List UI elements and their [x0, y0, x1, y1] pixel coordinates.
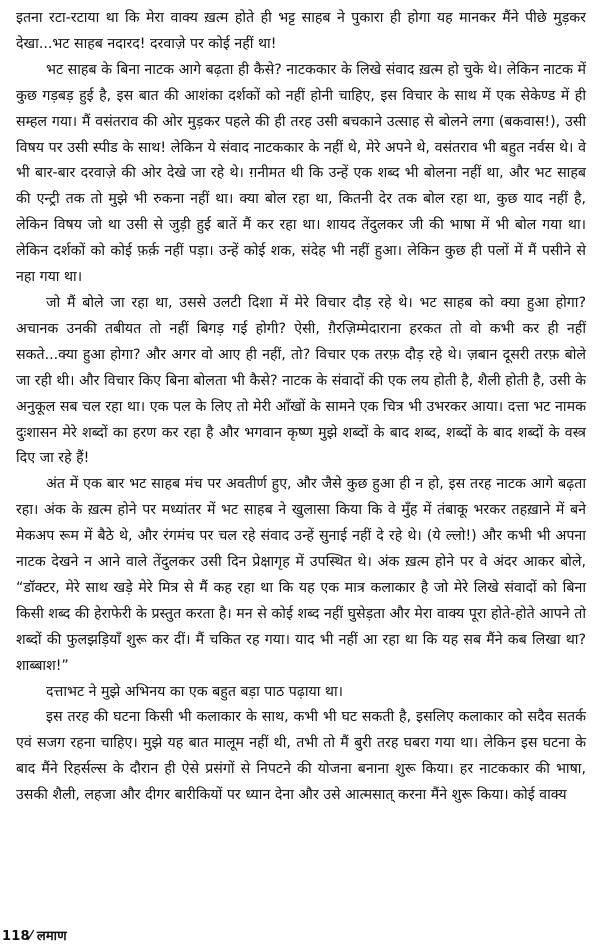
paragraph: दत्ताभट ने मुझे अभिनय का एक बहुत बड़ा पाठ पढ़ाया था। — [46, 683, 344, 700]
footer-separator: ⁄ — [29, 929, 33, 944]
paragraph: इस तरह की घटना किसी भी कलाकार के साथ, कभी भी घट सकती है, इसलिए कलाकार को सदैव सतर्क एवं सजग रहना चाहिए। मुझे यह बात मालूम नहीं थी, तभी तो मैं बुरी तरह घबरा गया था। लेकिन इस घटना के बाद मैंने रिहर्सल्स के दौरान ही ऐसे प्रसंगों से निपटने की योजना बनाना शुरू किया। हर नाटककार की भाषा, उसकी शैली, लहजा और दीगर बारीकियों पर ध्यान देना और उसे आत्मसात् करना मैंने शुरू किया। कोई वाक्य — [16, 709, 586, 804]
paragraph-continuation: इतना रटा-रटाया था कि मेरा वाक्य ख़त्म होते ही भट्ट साहब ने पुकारा ही होगा यह मानकर मैंने पीछे मुड़कर देखा...भट साहब नदारद! दरवाज़े पर कोई नहीं था! — [16, 10, 586, 52]
paragraph: जो मैं बोले जा रहा था, उससे उलटी दिशा में मेरे विचार दौड़ रहे थे। भट साहब को क्या हुआ होगा? अचानक उनकी तबीयत तो नहीं बिगड़ गई होगी? ऐसी, ग़ैरज़िम्मेदाराना हरकत तो वो कभी कर ही नहीं सकते...क्या हुआ होगा? और अगर वो आए ही नहीं, तो? विचार एक तरफ़ दौड़ रहे थे। ज़बान दूसरी तरफ़ बोले जा रही थी। और विचार किए बिना बोलता भी कैसे? नाटक के संवादों की एक लय होती है, शैली होती है, उसी के अनुकूल सब चल रहा था। एक पल के लिए तो मेरी आँखों के सामने एक चित्र भी उभरकर आया। दत्ता भट नामक दुःशासन मेरे शब्दों का हरण कर रहा है और भगवान कृष्ण मुझे शब्दों के बाद शब्द, शब्दों के बाद शब्दों के वस्त्र दिए जा रहे हैं! — [16, 294, 586, 467]
book-title: लमाण — [36, 929, 67, 944]
page-number: 118 — [2, 929, 30, 944]
paragraph: भट साहब के बिना नाटक आगे बढ़ता ही कैसे? नाटककार के लिखे संवाद ख़त्म हो चुके थे। लेकिन नाटक में कुछ गड़बड़ हुई है, इस बात की आशंका दर्शकों को नहीं होनी चाहिए, इस विचार के साथ में एक सेकेण्ड में ही सम्हल गया। मैं वसंतराव की ओर मुड़कर पहले की ही तरह उसी बचकाने उत्साह से बोलने लगा (बकवास!), उसी विषय पर उसी स्पीड के साथ! लेकिन ये संवाद नाटककार के नहीं थे, मेरे अपने थे, वसंतराव भी बहुत नर्वस थे। वे भी बार-बार दरवाज़े की ओर देखे जा रहे थे। ग़नीमत थी कि उन्हें एक शब्द भी बोलना नहीं था, और भट साहब की एन्ट्री तक तो मुझे भी रुकना नहीं था। क्या बोल रहा था, कितनी देर तक बोल रहा था, कुछ याद नहीं है, लेकिन विषय जो था उसी से जुड़ी हुई बातें मैं कर रहा था। शायद तेंदुलकर जी की भाषा में भी बोल गया था। लेकिन दर्शकों को कोई फ़र्क़ नहीं पड़ा। उन्हें कोई शक, संदेह भी नहीं हुआ। लेकिन कुछ ही पलों में मैं पसीने से नहा गया था। — [16, 61, 586, 286]
paragraph: अंत में एक बार भट साहब मंच पर अवतीर्ण हुए, और जैसे कुछ हुआ ही न हो, इस तरह नाटक आगे बढ़ता रहा। अंक के ख़त्म होने पर मध्यांतर में भट साहब ने खुलासा किया कि वे मुँह में तंबाकू भरकर तहख़ाने में बने मेकअप रूम में बैठे थे, और रंगमंच पर चल रहे संवाद उन्हें सुनाई नहीं दे रहे थे। (ये ल्लो!) और कभी भी अपना नाटक देखने न आने वाले तेंदुलकर उसी दिन प्रेक्षागृह में उपस्थित थे। अंक ख़त्म होने पर वे अंदर आकर बोले, “डॉक्टर, मेरे साथ खड़े मेरे मित्र से मैं कह रहा था कि यह एक मात्र कलाकार है जो मेरे लिखे संवादों को बिना किसी शब्द की हेराफेरी के प्रस्तुत करता है। मन से कोई शब्द नहीं घुसेड़ता और मेरा वाक्य पूरा होते-होते आपने तो शब्दों की फुलझड़ियाँ शुरू कर दीं। मैं चकित रह गया। याद भी नहीं आ रहा था कि यह सब मैंने कब लिखा था? शाब्बाश!” — [16, 476, 586, 674]
page-body — [16, 6, 586, 809]
page-footer — [2, 926, 67, 944]
